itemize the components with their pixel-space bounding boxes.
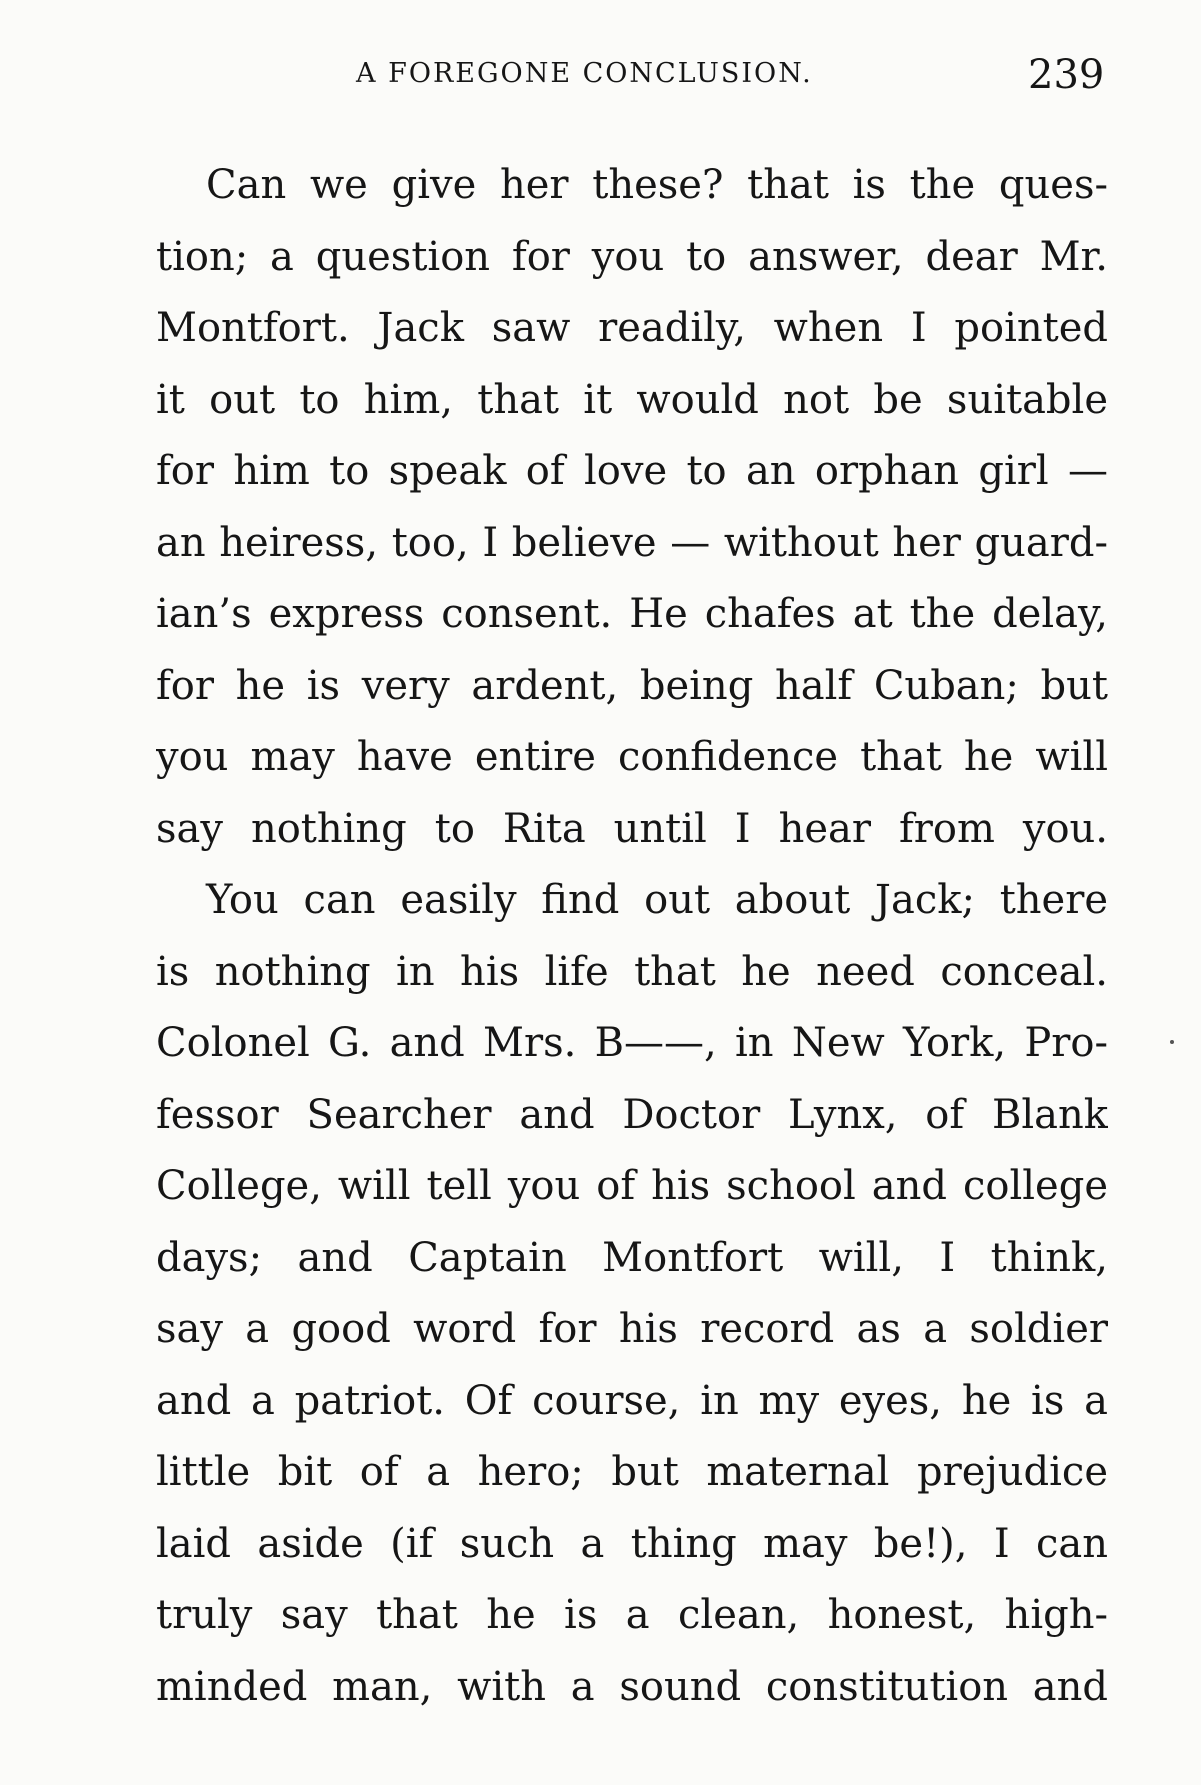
text-line: laid aside (if such a thing may be!), I can — [156, 1520, 1108, 1567]
text-line: minded man, with a sound constitution and — [156, 1663, 1108, 1710]
text-line: days; and Captain Montfort will, I think, — [156, 1234, 1108, 1281]
text-line: an heiress, too, I believe — without her guard- — [156, 519, 1108, 566]
text-line: little bit of a hero; but maternal prejudice — [156, 1449, 1108, 1495]
body-text — [156, 150, 1108, 1723]
text-line: for him to speak of love to an orphan girl — — [156, 448, 1108, 494]
running-title: A FOREGONE CONCLUSION. — [356, 58, 813, 89]
text-line: say nothing to Rita until I hear from you. — [156, 805, 1108, 852]
page-number: 239 — [1028, 52, 1105, 98]
paragraph-2 — [156, 865, 1108, 1723]
text-line: ian’s express consent. He chafes at the delay, — [156, 591, 1108, 637]
paragraph-1 — [156, 150, 1108, 865]
paper-speck — [1170, 1040, 1174, 1044]
text-line: Can we give her these? that is the ques- — [206, 162, 1108, 208]
text-line: tion; a question for you to answer, dear Mr. — [156, 233, 1108, 280]
text-line: Montfort. Jack saw readily, when I pointed — [156, 305, 1108, 351]
text-line: is nothing in his life that he need conceal. — [156, 948, 1108, 995]
text-line: it out to him, that it would not be suitable — [156, 376, 1108, 423]
text-line: you may have entire confidence that he will — [156, 734, 1108, 780]
text-line: say a good word for his record as a soldier — [156, 1306, 1108, 1352]
text-line: and a patriot. Of course, in my eyes, he is a — [156, 1377, 1108, 1424]
text-line: for he is very ardent, being half Cuban; but — [156, 662, 1108, 709]
running-header — [0, 52, 1105, 102]
text-line: truly say that he is a clean, honest, high- — [156, 1592, 1108, 1638]
text-line: College, will tell you of his school and college — [156, 1163, 1108, 1209]
text-line: fessor Searcher and Doctor Lynx, of Blank — [156, 1091, 1108, 1138]
text-line: Colonel G. and Mrs. B——, in New York, Pro- — [156, 1020, 1108, 1066]
text-line: You can easily find out about Jack; there — [206, 877, 1108, 923]
